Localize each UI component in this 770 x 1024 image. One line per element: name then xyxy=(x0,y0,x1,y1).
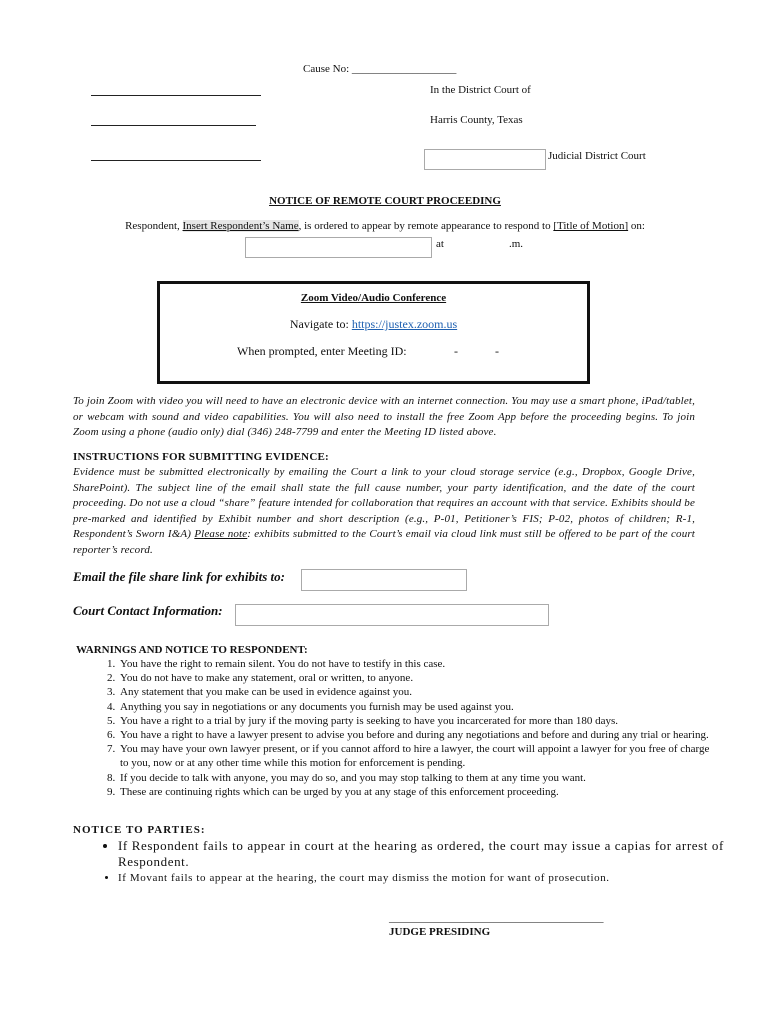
warning-item-7: 7. You may have your own lawyer present, or if you cannot afford to hire a lawyer, the court will appoint a lawyer for you free of charge to you, now or at any other time while this motion for enforcement is pending. xyxy=(118,742,718,770)
zoom-url-link[interactable]: https://justex.zoom.us xyxy=(351,317,458,331)
signature-line: _______________________________________ xyxy=(389,912,604,924)
court-line-2: Harris County, Texas xyxy=(430,114,523,126)
contact-label: Court Contact Information: xyxy=(73,603,223,618)
district-number-field[interactable] xyxy=(424,149,546,170)
warning-item-3: 3. Any statement that you make can be used in evidence against you. xyxy=(118,685,718,699)
respondent-prefix: Respondent, xyxy=(125,220,183,232)
zoom-box-title: Zoom Video/Audio Conference xyxy=(300,292,447,304)
note-text: : exhibits submitted to the Court’s email via cloud link must still be offered to be part of the court reporter’s record. xyxy=(73,528,695,556)
zoom-conference-box xyxy=(157,281,590,384)
court-line-1: In the District Court of xyxy=(430,84,531,96)
warning-item-6: 6. You have a right to have a lawyer present to advise you before and during any negotiations and before and during any trial or hearing. xyxy=(118,728,718,742)
meeting-id-dash-1: - xyxy=(454,344,458,358)
party-notice-2: • If Movant fails to appear at the hearing, the court may dismiss the motion for want of prosecution. xyxy=(118,871,738,886)
warnings-list xyxy=(94,657,718,799)
zoom-instructions: To join Zoom with video you will need to have an electronic device with an internet connection. You may use a smart phone, iPad/tablet, or webcam with sound and video capabilities. You will also need to install the free Zoom App before the proceeding begins. To join Zoom using a phone (audio only) dial (346) 248-7799 and enter the Meeting ID listed above. xyxy=(73,395,695,438)
respondent-middle: , is ordered to appear by remote appearance to respond to xyxy=(298,220,554,232)
evidence-heading: INSTRUCTIONS FOR SUBMITTING EVIDENCE: xyxy=(73,451,329,463)
parties-list xyxy=(90,838,738,886)
navigate-label: Navigate to: xyxy=(289,317,352,331)
please-note-label: Please note xyxy=(194,528,248,540)
notice-title: NOTICE OF REMOTE COURT PROCEEDING xyxy=(269,195,501,207)
court-line-3: Judicial District Court xyxy=(548,150,646,162)
at-label: at xyxy=(436,238,444,250)
warning-item-2: 2. You do not have to make any statement, oral or written, to anyone. xyxy=(118,671,718,685)
warning-item-5: 5. You have a right to a trial by jury if the moving party is seeking to have you incarcerated for more than 180 days. xyxy=(118,714,718,728)
judge-presiding-label: JUDGE PRESIDING xyxy=(389,926,491,938)
contact-field[interactable] xyxy=(235,604,549,626)
warning-item-4: 4. Anything you say in negotiations or any documents you furnish may be used against you. xyxy=(118,700,718,714)
meeting-id-label: When prompted, enter Meeting ID: xyxy=(237,344,407,358)
cause-number: Cause No: ___________________ xyxy=(303,63,457,75)
motion-title-field[interactable]: [Title of Motion] xyxy=(553,220,629,232)
time-suffix-label: .m. xyxy=(509,238,524,250)
respondent-name-field[interactable]: Insert Respondent’s Name xyxy=(182,220,299,232)
evidence-text: Evidence must be submitted electronically by emailing the Court a link to your cloud storage service (e.g., Dropbox, Google Drive, SharePoint). The subject line of the email shall state the full cause number, your party identification, and the date of the court proceeding. Do not use a cloud “share” feature intended for collaboration that requires an account with that service. Exhibits should be pre-marked and identified by Exhibit number and short description (e.g., P-01, Petitioner’s FIS; P-02, photos of children; R-1, Respondent’s Sworn I&A) xyxy=(73,466,695,540)
parties-heading: NOTICE TO PARTIES: xyxy=(73,824,206,836)
email-label: Email the file share link for exhibits to: xyxy=(73,569,285,584)
hearing-date-field[interactable] xyxy=(245,237,432,258)
party-line-3[interactable] xyxy=(91,160,261,161)
party-notice-1: • If Respondent fails to appear in court at the hearing as ordered, the court may issue a capias for arrest of Respondent. xyxy=(118,838,738,869)
respondent-statement xyxy=(0,220,770,232)
warning-item-9: 9. These are continuing rights which can be urged by you at any stage of this enforcement proceeding. xyxy=(118,785,718,799)
warning-item-8: 8. If you decide to talk with anyone, you may do so, and you may stop talking to them at any time you want. xyxy=(118,771,718,785)
party-line-2[interactable] xyxy=(91,125,256,126)
party-line-1[interactable] xyxy=(91,95,261,96)
warning-item-1: 1. You have the right to remain silent. You do not have to testify in this case. xyxy=(118,657,718,671)
email-field[interactable] xyxy=(301,569,467,591)
warnings-heading: WARNINGS AND NOTICE TO RESPONDENT: xyxy=(76,644,308,656)
evidence-instructions xyxy=(73,465,695,558)
zoom-navigate-line xyxy=(160,317,587,332)
respondent-suffix: on: xyxy=(628,220,645,232)
meeting-id-dash-2: - xyxy=(495,344,499,358)
